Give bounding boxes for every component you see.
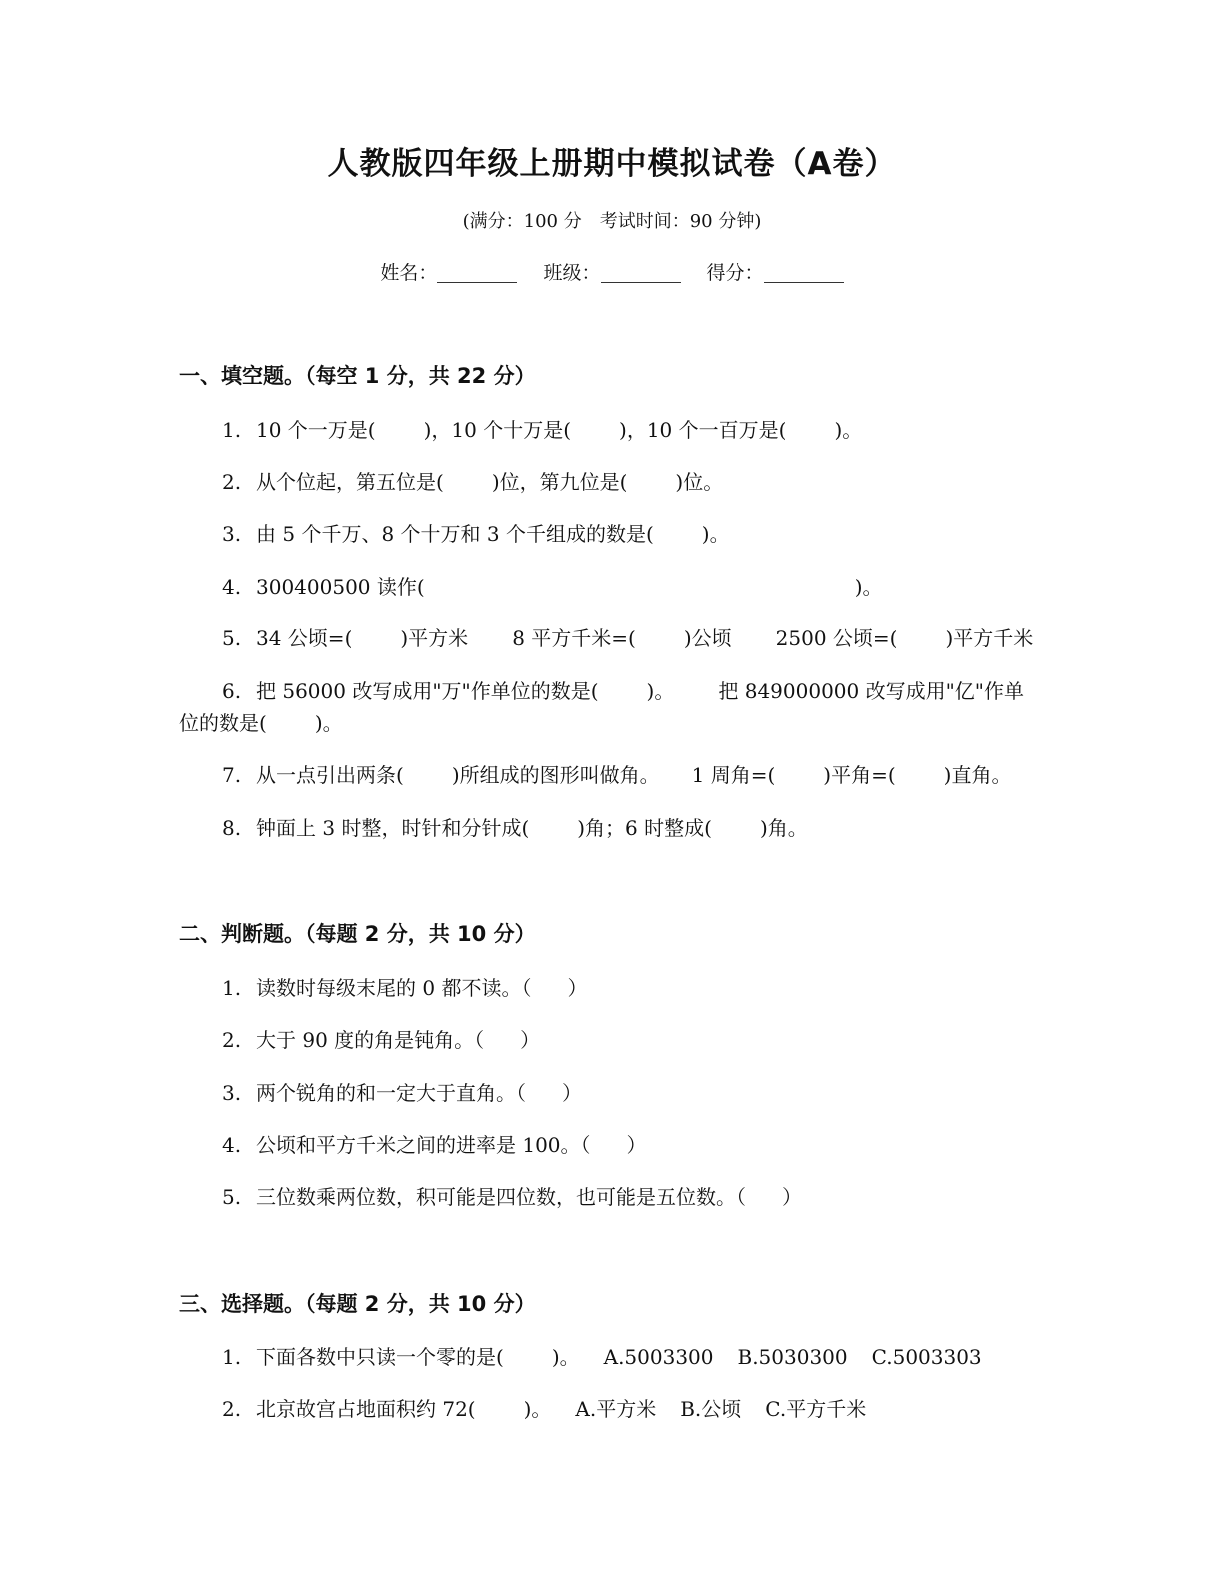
question-item bbox=[222, 1341, 982, 1373]
question-text: 34 公顷=( bbox=[256, 626, 353, 650]
name-label: 姓名： bbox=[380, 262, 438, 284]
question-text: 1 周角=( bbox=[691, 763, 776, 787]
question-text: 两个锐角的和一定大于直角。（ bbox=[256, 1081, 526, 1105]
question-text: 2500 公顷=( bbox=[775, 626, 898, 650]
question-text: 钟面上 3 时整，时针和分针成( bbox=[256, 816, 530, 840]
question-number: 2. bbox=[222, 470, 242, 494]
question-text: 把 56000 改写成用"万"作单位的数是( bbox=[256, 679, 599, 703]
question-text: )。 bbox=[646, 679, 675, 703]
question-continuation bbox=[179, 707, 343, 739]
question-text: )平方千米 bbox=[945, 626, 1034, 650]
section-heading-true-false: 二、判断题。（每题 2 分，共 10 分） bbox=[179, 922, 536, 946]
name-blank[interactable] bbox=[437, 262, 517, 283]
question-item bbox=[222, 1129, 647, 1161]
question-text: )位。 bbox=[675, 470, 724, 494]
question-item bbox=[222, 466, 723, 498]
question-text: 三位数乘两位数，积可能是四位数，也可能是五位数。（ bbox=[256, 1185, 746, 1209]
question-number: 4. bbox=[222, 575, 242, 599]
question-text: )平角=( bbox=[823, 763, 896, 787]
question-text: )，10 个十万是( bbox=[423, 418, 572, 442]
question-text: ） bbox=[782, 1185, 802, 1209]
section-heading-fill-in: 一、填空题。（每空 1 分，共 22 分） bbox=[179, 364, 536, 388]
question-text: 大于 90 度的角是钝角。（ bbox=[256, 1028, 485, 1052]
section-heading-multiple-choice: 三、选择题。（每题 2 分，共 10 分） bbox=[179, 1292, 536, 1316]
question-text: 公顷和平方千米之间的进率是 100。（ bbox=[256, 1133, 591, 1157]
question-text: )直角。 bbox=[943, 763, 1012, 787]
score-blank[interactable] bbox=[764, 262, 844, 283]
question-text: )。 bbox=[523, 1397, 552, 1421]
question-item bbox=[222, 1024, 540, 1056]
question-item bbox=[222, 1077, 582, 1109]
question-text: 位的数是( bbox=[179, 711, 267, 735]
score-label: 得分： bbox=[706, 262, 764, 284]
question-number: 2. bbox=[222, 1028, 242, 1052]
question-number: 1. bbox=[222, 976, 242, 1000]
question-item bbox=[222, 675, 1024, 707]
question-text: )角；6 时整成( bbox=[577, 816, 712, 840]
question-text: )。 bbox=[834, 418, 863, 442]
question-text: 300400500 读作( bbox=[256, 575, 425, 599]
question-text: )角。 bbox=[759, 816, 808, 840]
question-text: 下面各数中只读一个零的是( bbox=[256, 1345, 504, 1369]
question-number: 7. bbox=[222, 763, 242, 787]
question-text: ） bbox=[562, 1081, 582, 1105]
question-text: 8 平方千米=( bbox=[512, 626, 636, 650]
question-number: 3. bbox=[222, 1081, 242, 1105]
question-text: )。 bbox=[701, 522, 730, 546]
question-text: 从个位起，第五位是( bbox=[256, 470, 444, 494]
question-item bbox=[222, 414, 862, 446]
question-item bbox=[222, 571, 883, 603]
choice-option: C.平方千米 bbox=[765, 1397, 867, 1421]
question-item bbox=[222, 1181, 802, 1213]
choice-option: B.5030300 bbox=[737, 1345, 848, 1369]
question-number: 1. bbox=[222, 418, 242, 442]
question-item bbox=[222, 972, 587, 1004]
question-number: 8. bbox=[222, 816, 242, 840]
choice-option: C.5003303 bbox=[871, 1345, 982, 1369]
question-text: 北京故宫占地面积约 72( bbox=[256, 1397, 476, 1421]
question-text: )，10 个一百万是( bbox=[619, 418, 787, 442]
question-text: )。 bbox=[854, 575, 883, 599]
question-item bbox=[222, 1393, 866, 1425]
question-item bbox=[222, 622, 1033, 654]
class-blank[interactable] bbox=[601, 262, 681, 283]
question-item bbox=[222, 759, 1011, 791]
choice-option: A.5003300 bbox=[603, 1345, 714, 1369]
student-info bbox=[0, 258, 1224, 288]
class-label: 班级： bbox=[543, 262, 601, 284]
question-text: 读数时每级末尾的 0 都不读。（ bbox=[256, 976, 532, 1000]
question-number: 3. bbox=[222, 522, 242, 546]
question-text: 由 5 个千万、8 个十万和 3 个千组成的数是( bbox=[256, 522, 654, 546]
question-text: )。 bbox=[314, 711, 343, 735]
question-number: 6. bbox=[222, 679, 242, 703]
question-text: ） bbox=[567, 976, 588, 1000]
question-text: 10 个一万是( bbox=[256, 418, 376, 442]
choice-option: B.公顷 bbox=[680, 1397, 742, 1421]
question-number: 4. bbox=[222, 1133, 242, 1157]
question-text: )位，第九位是( bbox=[491, 470, 628, 494]
question-number: 2. bbox=[222, 1397, 242, 1421]
question-item bbox=[222, 518, 730, 550]
question-text: )所组成的图形叫做角。 bbox=[451, 763, 660, 787]
question-text: ） bbox=[520, 1028, 541, 1052]
question-text: )。 bbox=[551, 1345, 580, 1369]
question-text: 把 849000000 改写成用"亿"作单 bbox=[718, 679, 1024, 703]
question-number: 1. bbox=[222, 1345, 242, 1369]
choice-option: A.平方米 bbox=[575, 1397, 657, 1421]
question-text: )平方米 bbox=[400, 626, 469, 650]
question-text: ） bbox=[626, 1133, 647, 1157]
question-text: 从一点引出两条( bbox=[256, 763, 404, 787]
exam-subtitle: (满分：100 分 考试时间：90 分钟) bbox=[462, 211, 762, 232]
question-item bbox=[222, 812, 808, 844]
question-number: 5. bbox=[222, 1185, 242, 1209]
page-title: 人教版四年级上册期中模拟试卷（A卷） bbox=[327, 146, 897, 182]
question-number: 5. bbox=[222, 626, 242, 650]
question-text: )公顷 bbox=[683, 626, 732, 650]
